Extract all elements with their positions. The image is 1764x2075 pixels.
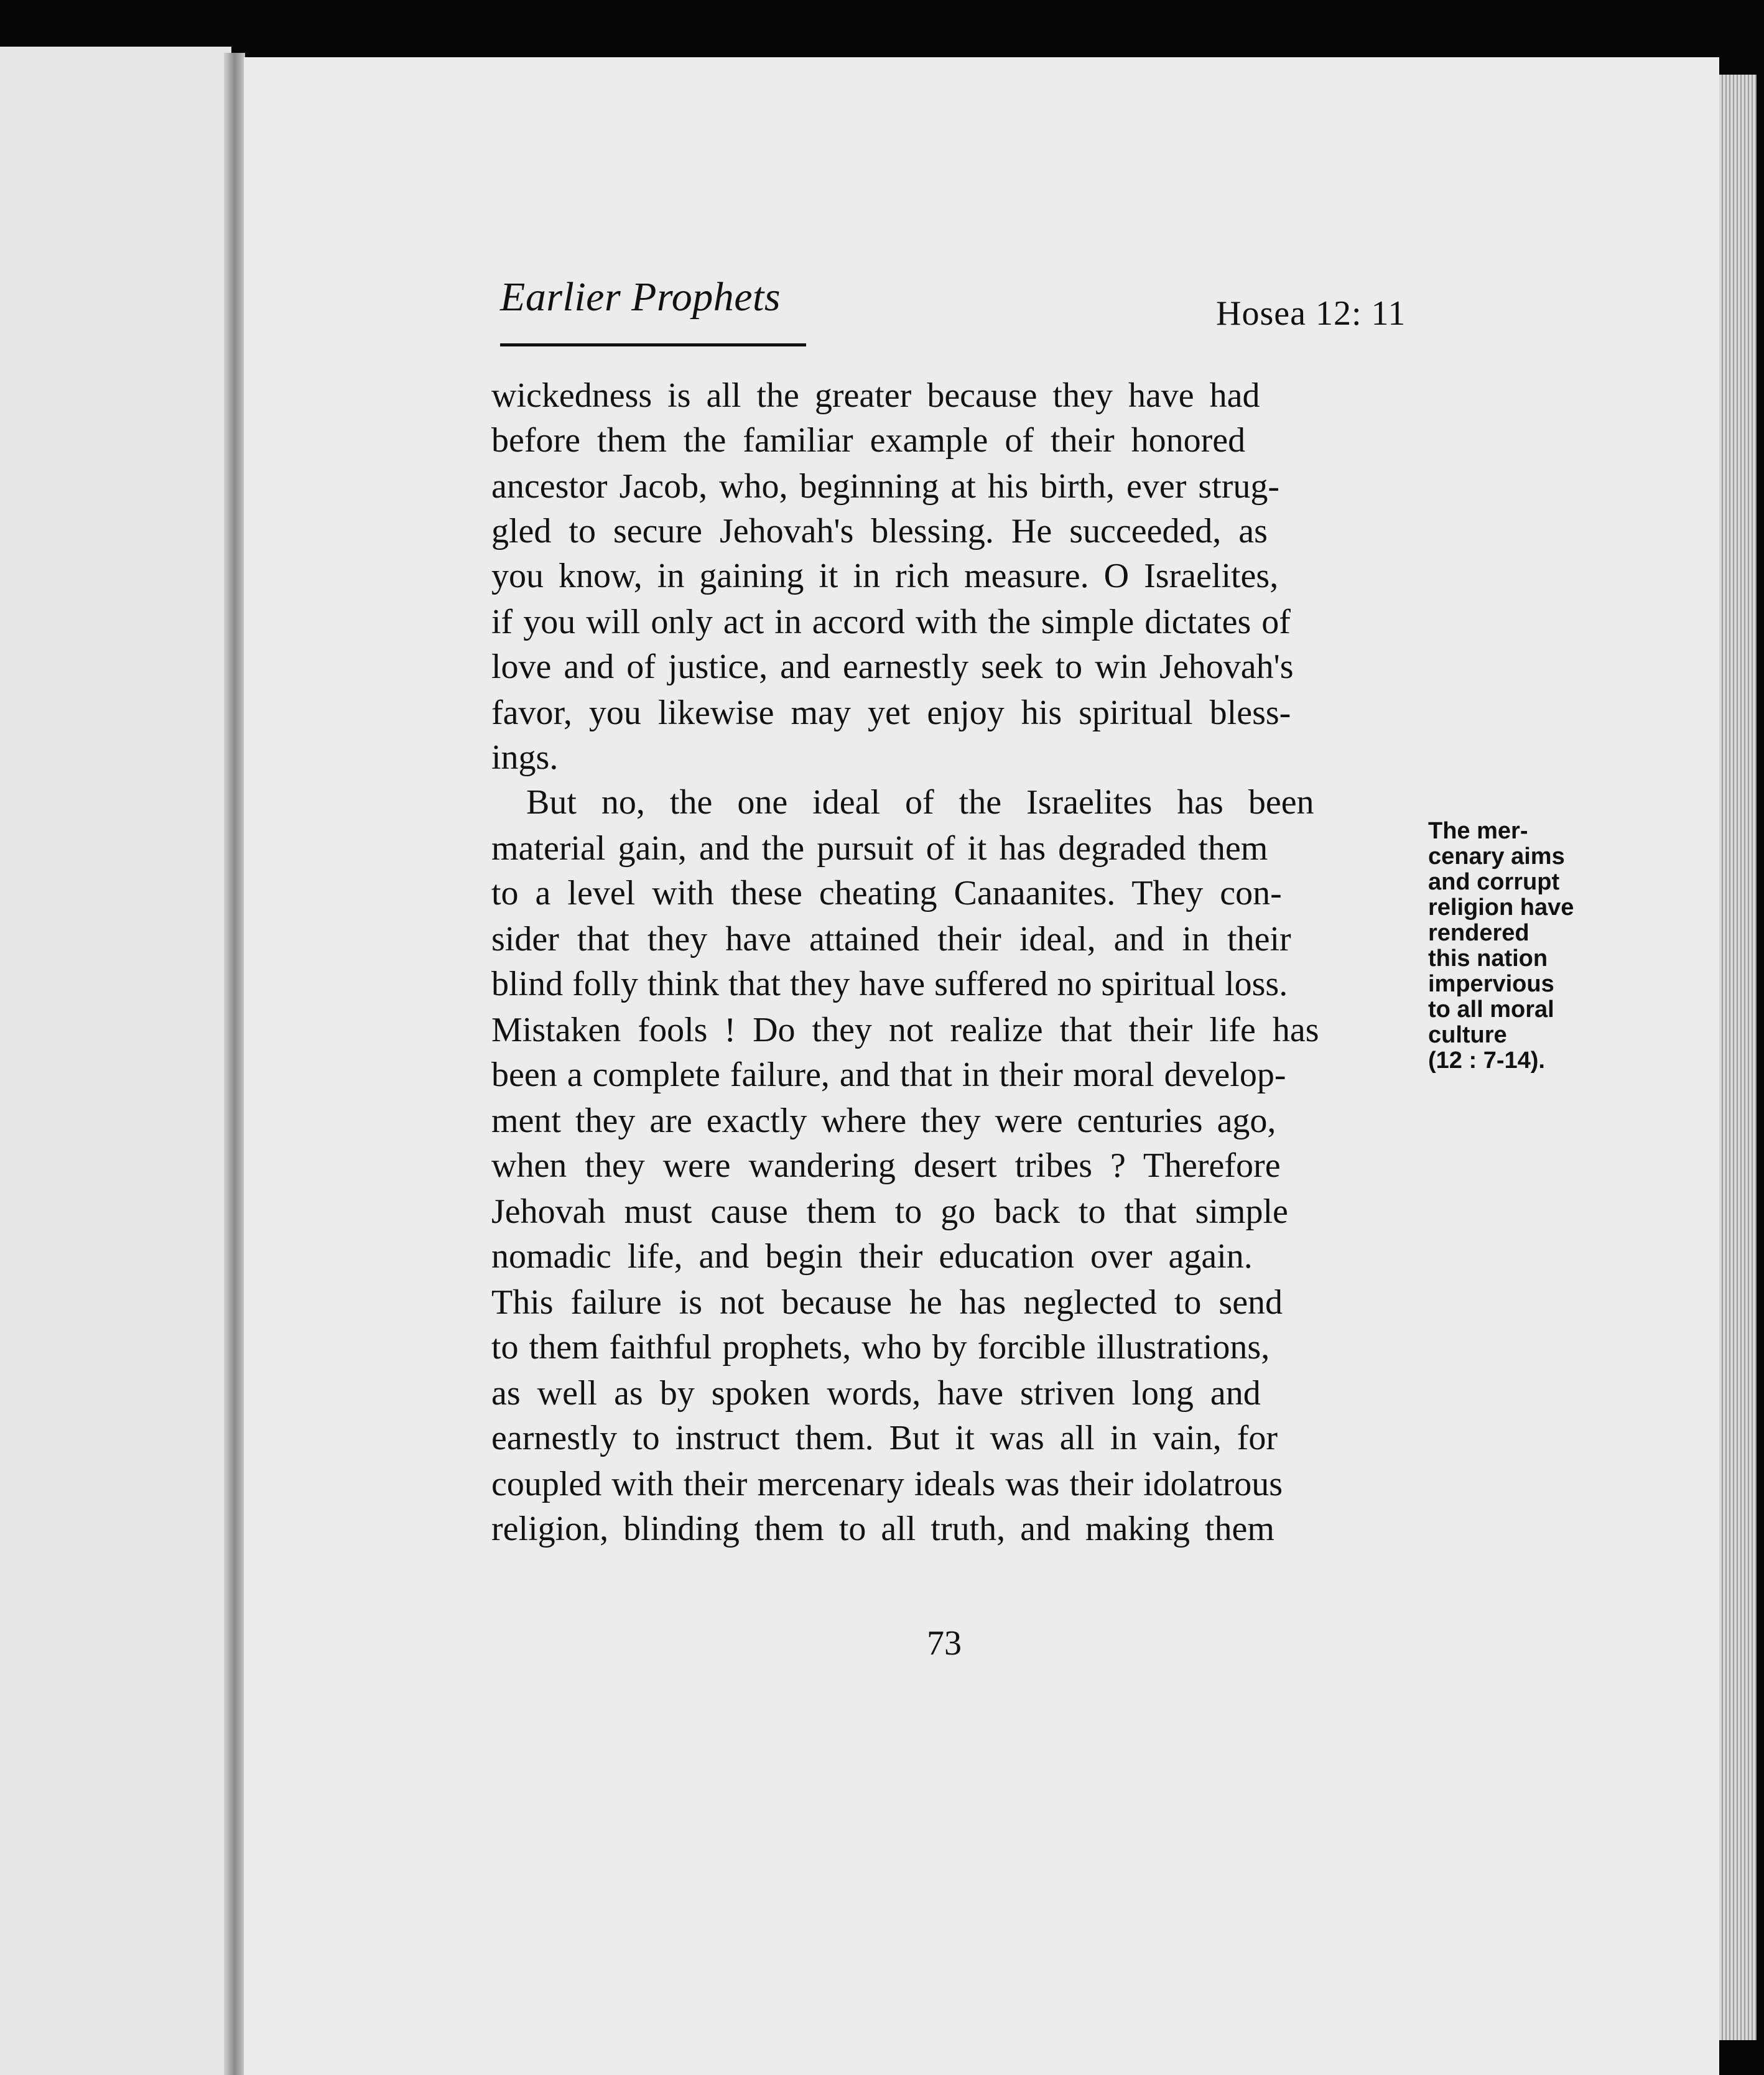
marginal-note-line: culture <box>1428 1022 1507 1048</box>
body-line: if you will only act in accord with the simple dictates of <box>491 603 1291 641</box>
body-line: Jehovah must cause them to go back to that simple <box>491 1192 1288 1231</box>
marginal-note-line: religion have <box>1428 894 1574 921</box>
body-line: blind folly think that they have suffered no spiritual loss. <box>491 965 1288 1003</box>
body-line: coupled with their mercenary ideals was their idolatrous <box>491 1465 1283 1503</box>
marginal-note-line: impervious <box>1428 971 1554 997</box>
header-rule <box>500 343 806 346</box>
facing-page-edge <box>0 47 231 2075</box>
marginal-note-line: rendered <box>1428 920 1530 946</box>
marginal-note-line: this nation <box>1428 945 1548 972</box>
marginal-note-line: The mer- <box>1428 818 1528 844</box>
body-line: But no, the one ideal of the Israelites has been <box>526 783 1314 822</box>
marginal-note <box>1428 819 1608 1074</box>
marginal-note-line: cenary aims <box>1428 843 1565 870</box>
body-line: religion, blinding them to all truth, and making them <box>491 1510 1274 1548</box>
page-fore-edge <box>1719 75 1757 2040</box>
body-line: ment they are exactly where they were centuries ago, <box>491 1102 1276 1140</box>
body-line: been a complete failure, and that in their moral develop- <box>491 1056 1286 1094</box>
body-line: as well as by spoken words, have striven long and <box>491 1374 1261 1413</box>
marginal-note-line: (12 : 7-14). <box>1428 1047 1545 1074</box>
marginal-note-line: and corrupt <box>1428 869 1560 895</box>
body-line: gled to secure Jehovah's blessing. He succeeded, as <box>491 512 1268 550</box>
page-number: 73 <box>927 1624 962 1663</box>
running-title: Earlier Prophets <box>500 274 781 320</box>
body-line: nomadic life, and begin their education over again. <box>491 1237 1253 1276</box>
chapter-verse-reference: Hosea 12: 11 <box>1216 294 1406 333</box>
body-line: favor, you likewise may yet enjoy his spiritual bless- <box>491 694 1291 732</box>
body-line: to them faithful prophets, who by forcible illustrations, <box>491 1328 1270 1367</box>
body-line: ancestor Jacob, who, beginning at his birth, ever strug- <box>491 467 1280 506</box>
body-line: sider that they have attained their ideal, and in their <box>491 920 1291 959</box>
book-gutter <box>224 53 245 2075</box>
body-line: This failure is not because he has neglected to send <box>491 1283 1283 1322</box>
marginal-note-line: to all moral <box>1428 996 1554 1023</box>
body-line: before them the familiar example of their honored <box>491 421 1246 460</box>
body-line: ings. <box>491 738 559 777</box>
body-line: when they were wandering desert tribes ? Therefore <box>491 1146 1281 1185</box>
body-line: wickedness is all the greater because they have had <box>491 376 1260 415</box>
body-line: to a level with these cheating Canaanites. They con- <box>491 874 1282 912</box>
body-line: love and of justice, and earnestly seek to win Jehovah's <box>491 648 1294 686</box>
body-line: Mistaken fools ! Do they not realize that their life has <box>491 1011 1319 1049</box>
body-line: material gain, and the pursuit of it has degraded them <box>491 829 1268 868</box>
body-line: earnestly to instruct them. But it was all in vain, for <box>491 1419 1278 1457</box>
body-line: you know, in gaining it in rich measure. O Israelites, <box>491 557 1279 595</box>
